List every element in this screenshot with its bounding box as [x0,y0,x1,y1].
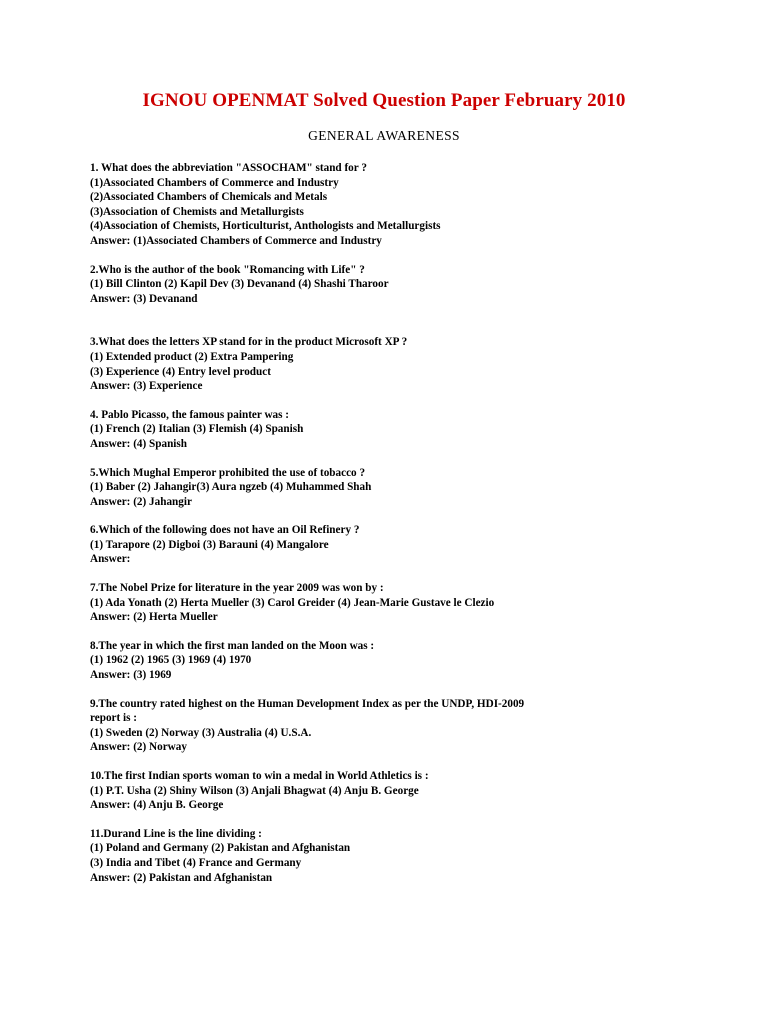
question-block [90,335,710,393]
option-line: (1) Poland and Germany (2) Pakistan and Afghanistan [90,842,351,855]
question-text: 4. Pablo Picasso, the famous painter was : [90,408,289,421]
option-line: (1) French (2) Italian (3) Flemish (4) Spanish [90,423,304,436]
option-line: (3) Experience (4) Entry level product [90,365,271,378]
option-line: (1) P.T. Usha (2) Shiny Wilson (3) Anjali Bhagwat (4) Anju B. George [90,784,419,797]
answer-line: Answer: [90,553,131,566]
answer-line: Answer: (4) Spanish [90,437,187,450]
option-line: (1) Sweden (2) Norway (3) Australia (4) U.S.A. [90,726,312,739]
question-text: 7.The Nobel Prize for literature in the year 2009 was won by : [90,582,384,595]
question-block [90,769,710,813]
option-line: (1) Extended product (2) Extra Pampering [90,350,294,363]
question-block [90,466,710,510]
question-text: 11.Durand Line is the line dividing : [90,827,262,840]
answer-line: Answer: (2) Norway [90,741,187,754]
option-line: (1) Tarapore (2) Digboi (3) Barauni (4) Mangalore [90,538,329,551]
page-title: IGNOU OPENMAT Solved Question Paper February 2010 [142,90,626,111]
answer-line: Answer: (2) Pakistan and Afghanistan [90,871,273,884]
option-line: (2)Associated Chambers of Chemicals and Metals [90,191,328,204]
option-line: (3) India and Tibet (4) France and Germany [90,856,302,869]
question-block [90,581,710,625]
question-list [90,161,710,885]
question-text: 5.Which Mughal Emperor prohibited the use of tobacco ? [90,466,366,479]
option-line: (4)Association of Chemists, Horticulturist, Anthologists and Metallurgists [90,220,441,233]
answer-line: Answer: (4) Anju B. George [90,799,224,812]
question-block [90,827,710,885]
question-text: 9.The country rated highest on the Human Development Index as per the UNDP, HDI-2009 [90,697,525,710]
option-line: (1) Ada Yonath (2) Herta Mueller (3) Carol Greider (4) Jean-Marie Gustave le Clezio [90,596,495,609]
question-block [90,523,710,567]
question-text: 6.Which of the following does not have an Oil Refinery ? [90,524,360,537]
option-line: (1) 1962 (2) 1965 (3) 1969 (4) 1970 [90,654,252,667]
answer-line: Answer: (1)Associated Chambers of Commerce and Industry [90,234,382,247]
question-block [90,697,710,755]
option-line: (1) Bill Clinton (2) Kapil Dev (3) Devanand (4) Shashi Tharoor [90,278,389,291]
option-line: (3)Association of Chemists and Metallurgists [90,205,304,218]
question-text-continued: report is : [90,712,138,725]
question-block [90,408,710,452]
question-block [90,161,710,249]
section-heading: GENERAL AWARENESS [308,128,460,143]
question-text: 3.What does the letters XP stand for in the product Microsoft XP ? [90,336,408,349]
question-text: 10.The first Indian sports woman to win a medal in World Athletics is : [90,770,429,782]
question-text: 2.Who is the author of the book "Romancing with Life" ? [90,263,365,276]
answer-line: Answer: (2) Jahangir [90,495,192,508]
option-line: (1) Baber (2) Jahangir(3) Aura ngzeb (4) Muhammed Shah [90,481,372,494]
option-line: (1)Associated Chambers of Commerce and Industry [90,176,339,189]
answer-line: Answer: (2) Herta Mueller [90,611,218,624]
answer-line: Answer: (3) Experience [90,380,203,393]
question-block [90,639,710,683]
question-text: 1. What does the abbreviation "ASSOCHAM" stand for ? [90,162,367,174]
question-text: 8.The year in which the first man landed on the Moon was : [90,639,375,652]
question-block [90,263,710,307]
answer-line: Answer: (3) 1969 [90,669,172,682]
answer-line: Answer: (3) Devanand [90,292,198,305]
